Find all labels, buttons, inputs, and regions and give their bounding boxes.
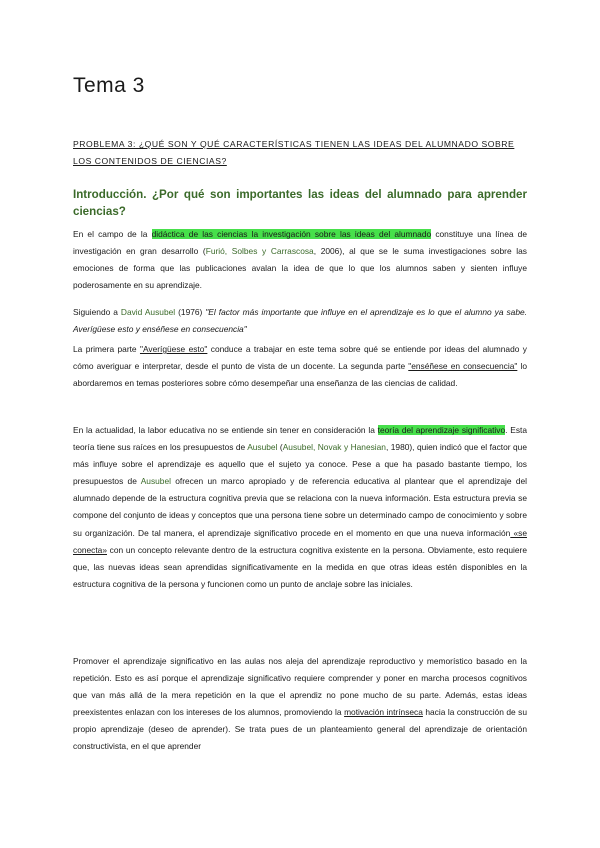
underlined-phrase: motivación intrínseca xyxy=(344,707,423,718)
problem-heading: PROBLEMA 3: ¿QUÉ SON Y QUÉ CARACTERÍSTICAS TIENEN LAS IDEAS DEL ALUMNADO SOBRE LOS CONTENIDOS DE CIENCIAS? xyxy=(73,139,515,166)
text-run: Promover el aprendizaje significativo en las aulas nos aleja del aprendizaje reproductivo y memorístico basado en la repetición. Esto es así porque el aprendizaje significativo requiere comprender y poner en marcha procesos cognitivos que van más allá de la mera repetición en la que el aprendiz no pone mucho de su parte. Además, estas ideas preexistentes enlazan con los intereses de los alumnos, promoviendo la xyxy=(73,656,527,718)
text-run: . Esta teoría tiene sus raíces en los presupuestos de xyxy=(73,425,527,453)
paragraph-2 xyxy=(73,304,527,338)
citation: David Ausubel xyxy=(120,307,176,317)
text-run: lo abordaremos en temas posteriores sobre cómo desempeñar una enseñanza de las ciencias de calidad. xyxy=(73,361,527,389)
text-run: ( xyxy=(277,442,283,453)
intro-heading: Introducción. ¿Por qué son importantes las ideas del alumnado para aprender ciencias? xyxy=(73,188,527,218)
paragraph-1 xyxy=(73,226,527,294)
text-run: (1976) xyxy=(175,307,206,317)
text-run: En el campo de la xyxy=(73,229,152,239)
text-run: ofrecen un marco apropiado y de referencia educativa al plantear que el aprendizaje del alumnado depende de la estructura cognitiva previa que se relaciona con la nueva información. Esta estructura previa se compone del conjunto de ideas y conceptos que una persona tiene sobre un determinado campo de conocimiento y sobre su organización. De tal manera, el aprendizaje significativo procede en el momento en que una nueva información xyxy=(73,476,527,538)
text-run: con un concepto relevante dentro de la estructura cognitiva existente en la persona. Obviamente, esto requiere que, las nuevas ideas sean aprendidas significativamente en la medida en que otras ideas estén disponibles en la estructura cognitiva de la persona y funcionen como un punto de anclaje sobre las iniciales. xyxy=(73,544,527,589)
highlight: didáctica de las ciencias la investigación sobre las ideas del alumnado xyxy=(151,229,432,239)
citation: Ausubel, Novak y Hanesian xyxy=(282,442,386,453)
quote: "El factor más importante que influye en el aprendizaje es lo que el alumno ya sabe. Averígüese esto y enséñese en consecuencia" xyxy=(73,307,527,335)
paragraph-5 xyxy=(73,653,527,756)
text-run: En la actualidad, la labor educativa no se entiende sin tener en consideración la xyxy=(73,425,378,435)
text-run: conduce a trabajar en este tema sobre qué se entiende por ideas del alumnado y cómo averiguar e interpretar, desde el punto de vista de un docente. La segunda parte xyxy=(73,344,527,372)
underlined-phrase: "enséñese en consecuencia" xyxy=(408,361,518,372)
text-run: La primera parte xyxy=(73,344,140,354)
text-run: Siguiendo a xyxy=(73,307,121,317)
citation: Ausubel xyxy=(140,476,171,487)
highlight: teoría del aprendizaje significativo xyxy=(377,425,506,435)
citation: Ausubel xyxy=(247,442,278,453)
underlined-phrase: "Averígüese esto" xyxy=(139,344,208,354)
citation: Furió, Solbes y Carrascosa xyxy=(205,246,314,257)
paragraph-4 xyxy=(73,422,527,593)
text-run: , 2006), al que se le suma investigaciones sobre las emociones de forma que las publicaciones avalan la idea de que lo que los alumnos saben y sienten influye poderosamente en su aprendizaje. xyxy=(73,246,527,291)
text-run: hacia la construcción de su propio aprendizaje (deseo de aprender). Se trata pues de un planteamiento general del aprendizaje de orientación constructivista, en el que aprender xyxy=(73,707,527,752)
paragraph-3 xyxy=(73,341,527,392)
text-run: constituye una línea de investigación en gran desarrollo ( xyxy=(73,229,527,257)
page-title: Tema 3 xyxy=(73,74,145,97)
text-run: , 1980), quien indicó que el factor que más influye sobre el aprendizaje es aquello que el sujeto ya conoce. Pese a que ha pasado bastante tiempo, los presupuestos de xyxy=(73,442,527,487)
underlined-phrase: «se conecta» xyxy=(73,527,527,555)
